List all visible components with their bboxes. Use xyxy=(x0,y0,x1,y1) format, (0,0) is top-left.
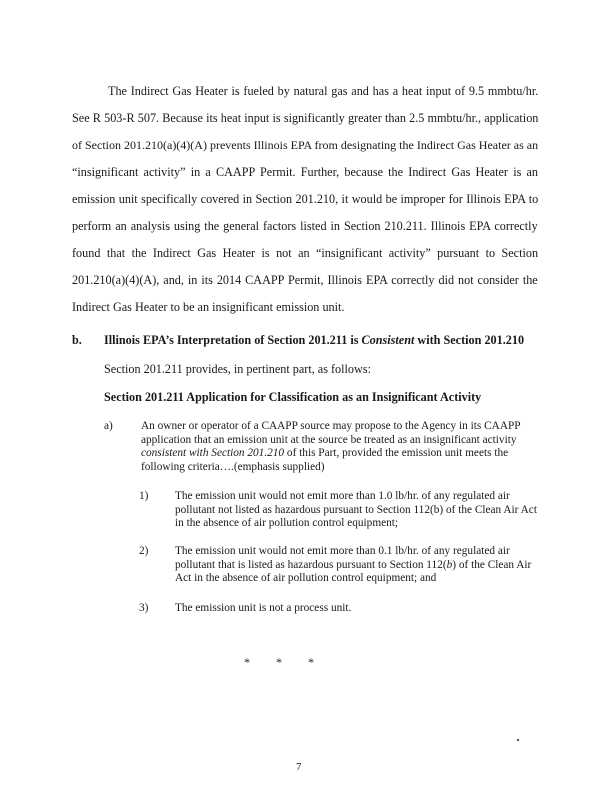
list-item xyxy=(139,602,539,616)
heading-text-after: with Section 201.210 xyxy=(414,333,525,347)
quote-text-after: of this Part, provided the emission unit meets the following criteria….(emphasis supplied) xyxy=(141,447,509,473)
paragraph-line: found that the Indirect Gas Heater is not an “insignificant activity” pursuant to Section xyxy=(72,246,539,260)
scan-speck xyxy=(517,739,519,741)
item-text-before: The emission unit would not emit more than 0.1 lb/hr. of any regulated air pollutant that is listed as hazardous pursuant to Section 112( xyxy=(175,545,510,571)
item-body xyxy=(175,490,539,531)
paragraph-line: perform an analysis using the general factors listed in Section 210.211. Illinois EPA correctly xyxy=(72,219,538,233)
quote-text-italic: consistent with Section 201.210 xyxy=(141,447,285,460)
item-number: 2) xyxy=(139,545,149,557)
list-item xyxy=(139,545,539,586)
paragraph-line: “insignificant activity” in a CAAPP Permit. Further, because the Indirect Gas Heater is an xyxy=(72,165,539,179)
paragraph-line: Indirect Gas Heater to be an insignificant emission unit. xyxy=(72,300,345,314)
quote-label: a) xyxy=(104,420,113,432)
item-body xyxy=(175,602,539,616)
page-number: 7 xyxy=(296,761,302,773)
quote-item-a xyxy=(104,420,544,474)
asterisk: * xyxy=(244,655,250,669)
asterisk: * xyxy=(276,655,282,669)
paragraph-line: The Indirect Gas Heater is fueled by natural gas and has a heat input of 9.5 mmbtu/hr. xyxy=(108,84,539,98)
paragraph-line: See R 503-R 507. Because its heat input is significantly greater than 2.5 mmbtu/hr., application xyxy=(72,111,539,125)
item-number: 3) xyxy=(139,602,149,614)
intro-line: Section 201.211 provides, in pertinent part, as follows: xyxy=(104,362,371,376)
item-number: 1) xyxy=(139,490,149,502)
heading-letter: b. xyxy=(72,333,82,347)
section-title: Section 201.211 Application for Classification as an Insignificant Activity xyxy=(104,390,482,404)
heading-text-before: Illinois EPA’s Interpretation of Section 201.211 is xyxy=(104,333,362,347)
item-text-italic: b xyxy=(446,558,453,571)
item-text-before: The emission unit would not emit more than 1.0 lb/hr. of any regulated air pollutant not listed as hazardous pursuant to Section 112(b) of the Clean Air Act in the absence of air pollution control equipment; xyxy=(175,490,537,530)
paragraph-line: 201.210(a)(4)(A), and, in its 2014 CAAPP Permit, Illinois EPA correctly did not consider the xyxy=(72,273,538,287)
paragraph-line: of Section 201.210(a)(4)(A) prevents Illinois EPA from designating the Indirect Gas Heater as an xyxy=(72,138,539,152)
paragraph-line: emission unit specifically covered in Section 201.210, it would be improper for Illinois EPA to xyxy=(72,192,539,206)
section-heading-b xyxy=(72,333,524,348)
item-text-before: The emission unit is not a process unit. xyxy=(175,602,352,614)
asterisk: * xyxy=(308,655,314,669)
quote-body xyxy=(141,420,544,474)
heading-text-italic: Consistent xyxy=(361,333,415,347)
item-text-after: ) of the Clean Air Act in the absence of air pollution control equipment; and xyxy=(175,558,532,585)
list-item xyxy=(139,490,539,531)
omission-asterisks xyxy=(244,655,340,670)
item-body xyxy=(175,545,539,586)
quote-text-before: An owner or operator of a CAAPP source may propose to the Agency in its CAAPP application that an emission unit at the source be treated as an insignificant activity xyxy=(141,420,521,446)
